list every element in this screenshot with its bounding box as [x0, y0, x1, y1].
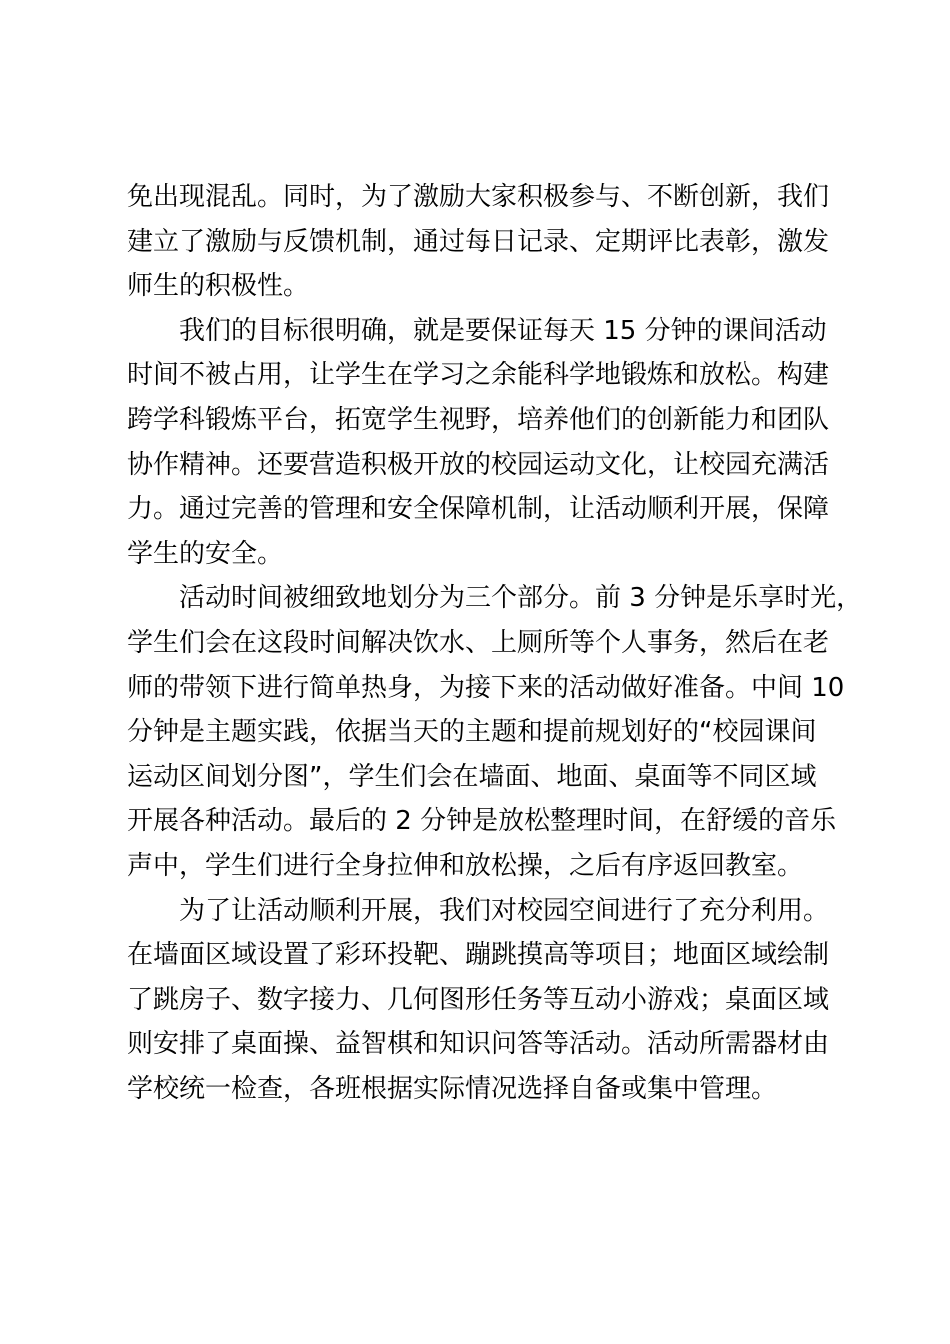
paragraph-1 — [127, 175, 833, 309]
body-text — [127, 175, 863, 1111]
text-line: 了跳房子、数字接力、几何图形任务等互动小游戏；桌面区域 — [127, 984, 830, 1015]
text-line: 声中，学生们进行全身拉伸和放松操，之后有序返回教室。 — [127, 850, 804, 881]
text-line: 分钟是主题实践，依据当天的主题和提前规划好的“校园课间 — [127, 717, 817, 748]
text-line: 学校统一检查，各班根据实际情况选择自备或集中管理。 — [127, 1073, 778, 1104]
text-line: 协作精神。还要营造积极开放的校园运动文化，让校园充满活 — [127, 449, 830, 480]
text-line: 运动区间划分图”，学生们会在墙面、地面、桌面等不同区域 — [127, 761, 817, 792]
paragraph-2 — [127, 309, 833, 577]
text-line: 建立了激励与反馈机制，通过每日记录、定期评比表彰，激发 — [127, 226, 830, 257]
text-line: 在墙面区域设置了彩环投靶、蹦跳摸高等项目；地面区域绘制 — [127, 940, 830, 971]
text-line: 活动时间被细致地划分为三个部分。前 3 分钟是乐享时光， — [179, 583, 863, 614]
text-line: 我们的目标很明确，就是要保证每天 15 分钟的课间活动 — [179, 315, 827, 346]
text-line: 师的带领下进行简单热身，为接下来的活动做好准备。中间 10 — [127, 672, 845, 703]
text-line: 跨学科锻炼平台，拓宽学生视野，培养他们的创新能力和团队 — [127, 404, 830, 435]
paragraph-4 — [127, 889, 833, 1112]
paragraph-3 — [127, 576, 863, 888]
text-line: 学生的安全。 — [127, 538, 284, 569]
text-line: 学生们会在这段时间解决饮水、上厕所等个人事务，然后在老 — [127, 627, 830, 658]
text-line: 开展各种活动。最后的 2 分钟是放松整理时间，在舒缓的音乐 — [127, 806, 837, 837]
text-line: 则安排了桌面操、益智棋和知识问答等活动。活动所需器材由 — [127, 1029, 830, 1060]
text-line: 力。通过完善的管理和安全保障机制，让活动顺利开展，保障 — [127, 494, 830, 525]
text-line: 时间不被占用，让学生在学习之余能科学地锻炼和放松。构建 — [127, 360, 830, 391]
text-line: 师生的积极性。 — [127, 271, 310, 302]
text-line: 免出现混乱。同时，为了激励大家积极参与、不断创新，我们 — [127, 182, 830, 212]
text-line: 为了让活动顺利开展，我们对校园空间进行了充分利用。 — [179, 895, 830, 926]
